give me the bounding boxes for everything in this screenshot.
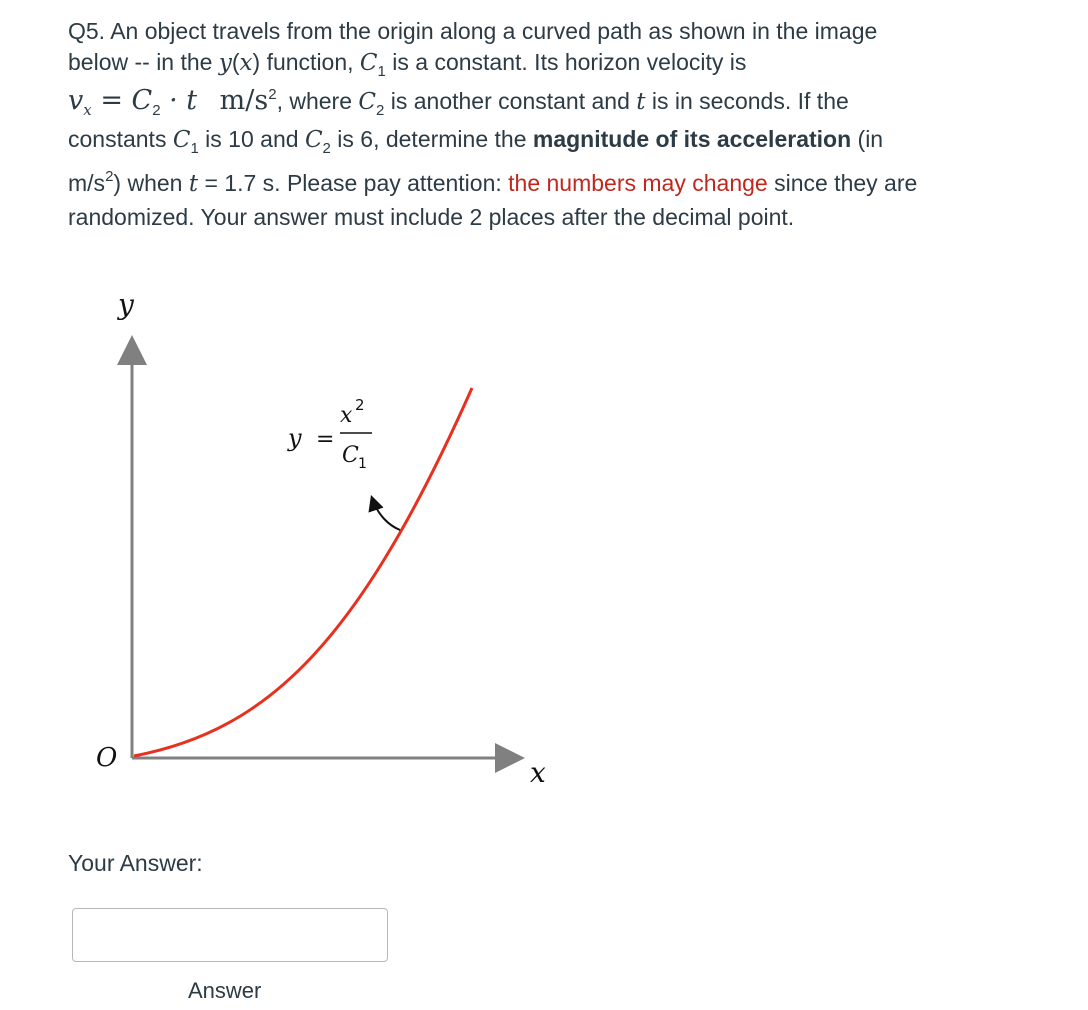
path-figure [60,280,560,800]
answer-button[interactable]: Answer [188,978,262,1003]
origin-label: O [96,743,118,773]
question-line-4: constants $C_1$ is 10 and $C_2$ is 6, determine the magnitude of its acceleration (in [68,126,884,157]
x-axis-label: x [530,756,546,789]
question-line-2: below -- in the y(x) function, $C_1$ is a constant. Its horizon velocity is [68,49,747,80]
question-line-3: $v_x = C_2 \cdot t$ $m/s^2$, where $C_2$ is another constant and t is in seconds. If the [68,85,849,119]
question-line-6: randomized. Your answer must include 2 places after the decimal point. [68,204,795,230]
equation-numerator-exponent: 2 [355,396,365,414]
question-line-1: Q5. An object travels from the origin along a curved path as shown in the image [68,18,878,44]
curve-equation [287,396,372,472]
equation-y: y [288,424,302,452]
answer-input[interactable] [72,908,388,962]
equation-denominator-subscript: 1 [358,456,367,472]
equation-equals: = [316,427,335,452]
question-line-5: $m/s^2$) when t = 1.7 s. Please pay attention: the numbers may change since they are [68,168,918,197]
equation-numerator: x [340,403,353,428]
question-text [68,16,1068,233]
y-axis-label: y [118,288,134,321]
equation-denominator: C [342,443,359,468]
answer-label: Your Answer: [68,850,203,876]
trajectory-curve [134,388,472,756]
equation-pointer-arrow [372,498,400,530]
